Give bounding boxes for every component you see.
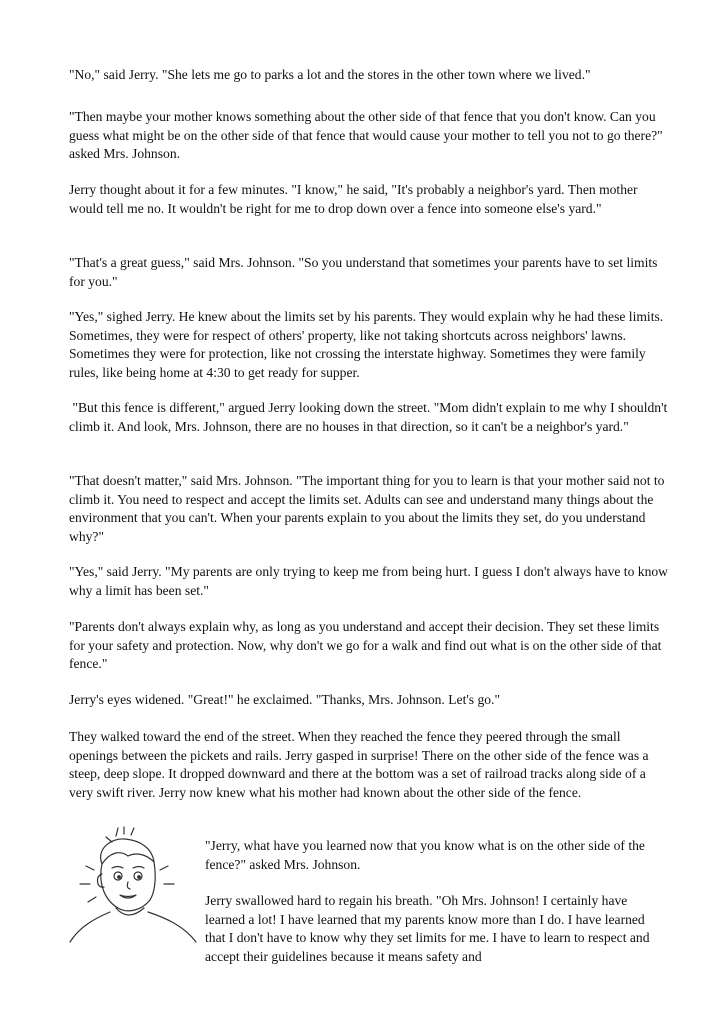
paragraph: Jerry thought about it for a few minutes. "I know," he said, "It's probably a neighbor's yard. Then mother would tell me no. It wouldn't be right for me to drop down over a fence into someone else's yard." (69, 182, 641, 216)
paragraph: Jerry's eyes widened. "Great!" he exclaimed. "Thanks, Mrs. Johnson. Let's go." (69, 692, 501, 707)
paragraph: "Then maybe your mother knows something about the other side of that fence that you don't know. Can you guess what might be on the other side of that fence that would cause your mother to tell you not to go there?" asked Mrs. Johnson. (69, 109, 667, 162)
paragraph: Jerry swallowed hard to regain his breath. "Oh Mrs. Johnson! I certainly have learned a lot! I have learned that my parents know more than I do. I have learned that I don't have to know why they set limits for me. I have to learn to respect and accept their guidelines because it means safety and (205, 893, 653, 964)
boy-sketch-illustration (66, 826, 198, 944)
paragraph: "That's a great guess," said Mrs. Johnson. "So you understand that sometimes your parents have to set limits for you." (69, 255, 661, 289)
paragraph: "Yes," said Jerry. "My parents are only trying to keep me from being hurt. I guess I don't always have to know why a limit has been set." (69, 564, 672, 598)
paragraph: They walked toward the end of the street. When they reached the fence they peered through the small openings between the pickets and rails. Jerry gasped in surprise! There on the other side of the fence was a steep, deep slope. It dropped downward and there at the bottom was a set of railroad tracks along side of a very swift river. Jerry now knew what his mother had known about the other side of the fence. (69, 729, 652, 800)
paragraph: "Jerry, what have you learned now that you know what is on the other side of the fence?" asked Mrs. Johnson. (205, 838, 649, 872)
paragraph: "Yes," sighed Jerry. He knew about the limits set by his parents. They would explain why he had these limits. Sometimes, they were for respect of others' property, like not taking shortcuts across neighbors' lawns. Sometimes they were for protection, like not crossing the interstate highway. Sometimes they were family rules, like being home at 4:30 to get ready for supper. (69, 309, 667, 380)
paragraph: "No," said Jerry. "She lets me go to parks a lot and the stores in the other town where we lived." (69, 67, 591, 82)
paragraph: "But this fence is different," argued Jerry looking down the street. "Mom didn't explain to me why I shouldn't climb it. And look, Mrs. Johnson, there are no houses in that direction, so it can't be a neighbor's yard." (69, 400, 671, 434)
paragraph: "Parents don't always explain why, as long as you understand and accept their decision. They set these limits for your safety and protection. Now, why don't we go for a walk and find out what is on the other side of that fence." (69, 619, 665, 672)
paragraph: "That doesn't matter," said Mrs. Johnson. "The important thing for you to learn is that your mother said not to climb it. You need to respect and accept the limits set. Adults can see and understand many things about the environment that you can't. When your parents explain to you about the limits they set, do you understand why?" (69, 473, 668, 544)
